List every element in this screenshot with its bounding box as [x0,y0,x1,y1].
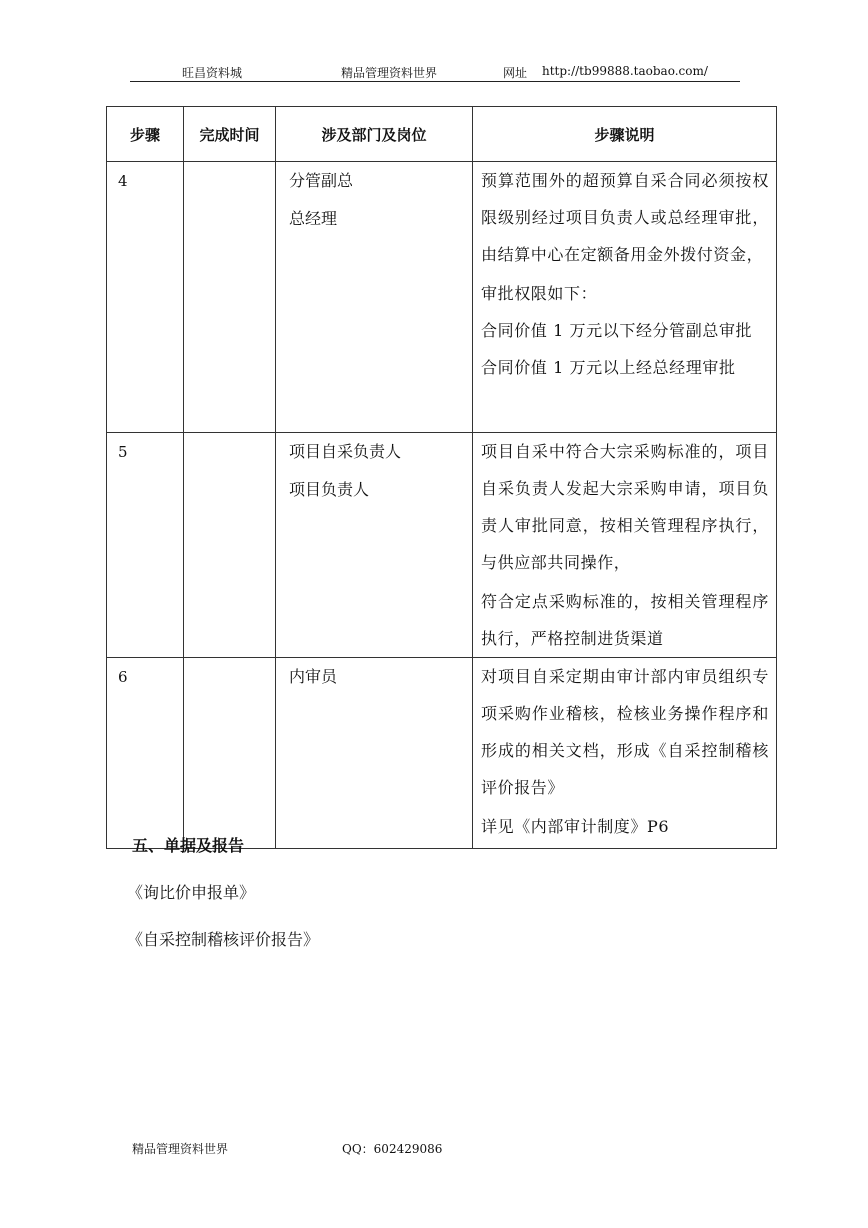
completion-time [184,658,276,849]
footer-site-name: 精品管理资料世界 [132,1142,229,1156]
section-title: 五、单据及报告 [132,836,245,855]
desc-paragraph: 对项目自采定期由审计部内审员组织专项采购作业稽核，检核业务操作程序和形成的相关文档，形成《自采控制稽核评价报告》 [481,667,769,797]
steps-table [106,106,777,849]
desc-paragraph: 合同价值 1 万元以下经分管副总审批 [481,321,753,340]
desc-paragraph: 合同价值 1 万元以上经总经理审批 [481,358,736,377]
table-row [107,433,777,658]
dept-item: 项目自采负责人 [289,442,402,461]
table-row [107,162,777,433]
table-header-row [107,107,777,162]
step-number: 5 [107,433,184,658]
desc-cell [473,658,777,849]
desc-paragraph: 项目自采中符合大宗采购标准的，项目自采负责人发起大宗采购申请，项目负责人审批同意，按相关管理程序执行，与供应部共同操作， [481,442,769,572]
step-number: 6 [107,658,184,849]
dept-item: 总经理 [289,209,338,228]
desc-paragraph: 详见《内部审计制度》P6 [481,817,670,836]
desc-paragraph: 审批权限如下： [481,284,598,303]
header-site-name: 精品管理资料世界 [341,66,438,80]
column-header-desc: 步骤说明 [473,107,777,162]
desc-cell [473,433,777,658]
desc-paragraph: 符合定点采购标准的，按相关管理程序执行，严格控制进货渠道 [481,592,769,648]
step-number: 4 [107,162,184,433]
desc-cell [473,162,777,433]
dept-cell [276,162,473,433]
footer-qq: QQ：602429086 [342,1142,443,1156]
desc-paragraph: 预算范围外的超预算自采合同必须按权限级别经过项目负责人或总经理审批，由结算中心在定额备用金外拨付资金， [481,171,769,264]
document-name: 《自采控制稽核评价报告》 [127,930,320,949]
completion-time [184,433,276,658]
completion-time [184,162,276,433]
table-row [107,658,777,849]
document-name: 《询比价申报单》 [127,883,256,902]
header-url-label: 网址 [503,66,528,80]
dept-item: 内审员 [289,667,338,686]
header-shop: 旺昌资料城 [182,66,243,80]
dept-item: 项目负责人 [289,480,370,499]
page-header [130,63,740,82]
dept-item: 分管副总 [289,171,354,190]
column-header-time: 完成时间 [184,107,276,162]
header-url: http://tb99888.taobao.com/ [542,64,708,78]
dept-cell [276,658,473,849]
column-header-step: 步骤 [107,107,184,162]
dept-cell [276,433,473,658]
column-header-dept: 涉及部门及岗位 [276,107,473,162]
